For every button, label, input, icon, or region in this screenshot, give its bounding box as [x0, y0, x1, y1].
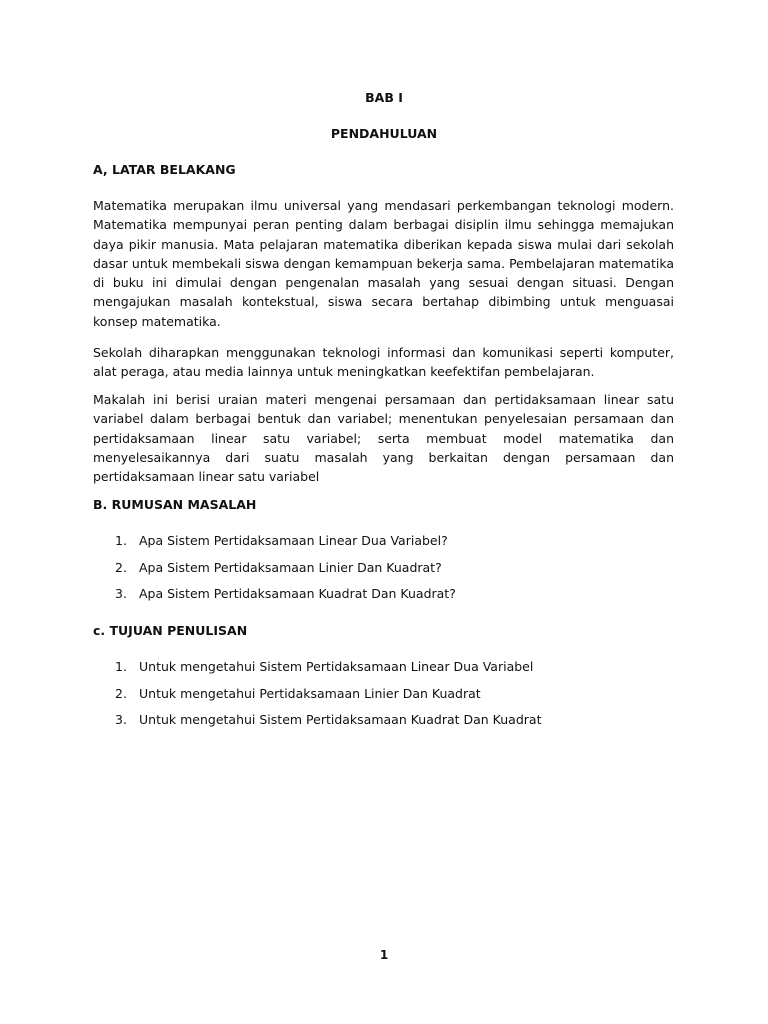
list-item-number: 2. [115, 559, 127, 575]
list-item-text: Apa Sistem Pertidaksamaan Linier Dan Kuadrat? [139, 559, 442, 575]
list-item-number: 1. [115, 533, 127, 548]
section-heading-rumusan-masalah: B. RUMUSAN MASALAH [93, 497, 257, 512]
page-number: 1 [379, 948, 389, 962]
paragraph-latar-belakang-3: Makalah ini berisi uraian materi mengenai persamaan dan pertidaksamaan linear satu variabel dalam berbagai bentuk dan variabel; menentukan penyelesaian persamaan dan pertidaksamaan linear satu variabel; serta membuat model matematika dan menyelesaikannya dari suatu masalah yang berkaitan dengan persamaan dan pertidaksamaan linear satu variabel [93, 392, 674, 485]
list-item-number: 2. [115, 685, 127, 701]
list-item-text: Apa Sistem Pertidaksamaan Linear Dua Variabel? [139, 533, 448, 548]
list-item-text: Untuk mengetahui Sistem Pertidaksamaan Linear Dua Variabel [139, 659, 534, 674]
list-item-number: 3. [115, 586, 127, 601]
chapter-label: BAB I [365, 90, 403, 105]
list-item-text: Untuk mengetahui Pertidaksamaan Linier Dan Kuadrat [139, 685, 481, 701]
list-item-text: Untuk mengetahui Sistem Pertidaksamaan Kuadrat Dan Kuadrat [139, 712, 542, 727]
paragraph-latar-belakang-2: Sekolah diharapkan menggunakan teknologi informasi dan komunikasi seperti komputer, alat peraga, atau media lainnya untuk meningkatkan keefektifan pembelajaran. [93, 345, 674, 380]
section-heading-latar-belakang: A, LATAR BELAKANG [93, 162, 236, 177]
list-item-text: Apa Sistem Pertidaksamaan Kuadrat Dan Kuadrat? [139, 586, 456, 601]
chapter-title: PENDAHULUAN [330, 126, 438, 141]
list-item-number: 3. [115, 712, 127, 727]
paragraph-latar-belakang-1: Matematika merupakan ilmu universal yang mendasari perkembangan teknologi modern. Matematika mempunyai peran penting dalam berbagai disiplin ilmu sehingga memajukan daya pikir manusia. Mata pelajaran matematika diberikan kepada siswa mulai dari sekolah dasar untuk membekali siswa dengan kemampuan bekerja sama. Pembelajaran matematika di buku ini dimulai dengan pengenalan masalah yang sesuai dengan situasi. Dengan mengajukan masalah kontekstual, siswa secara bertahap dibimbing untuk menguasai konsep matematika. [93, 198, 674, 329]
list-item-number: 1. [115, 659, 127, 674]
section-heading-tujuan-penulisan: c. TUJUAN PENULISAN [93, 623, 248, 638]
